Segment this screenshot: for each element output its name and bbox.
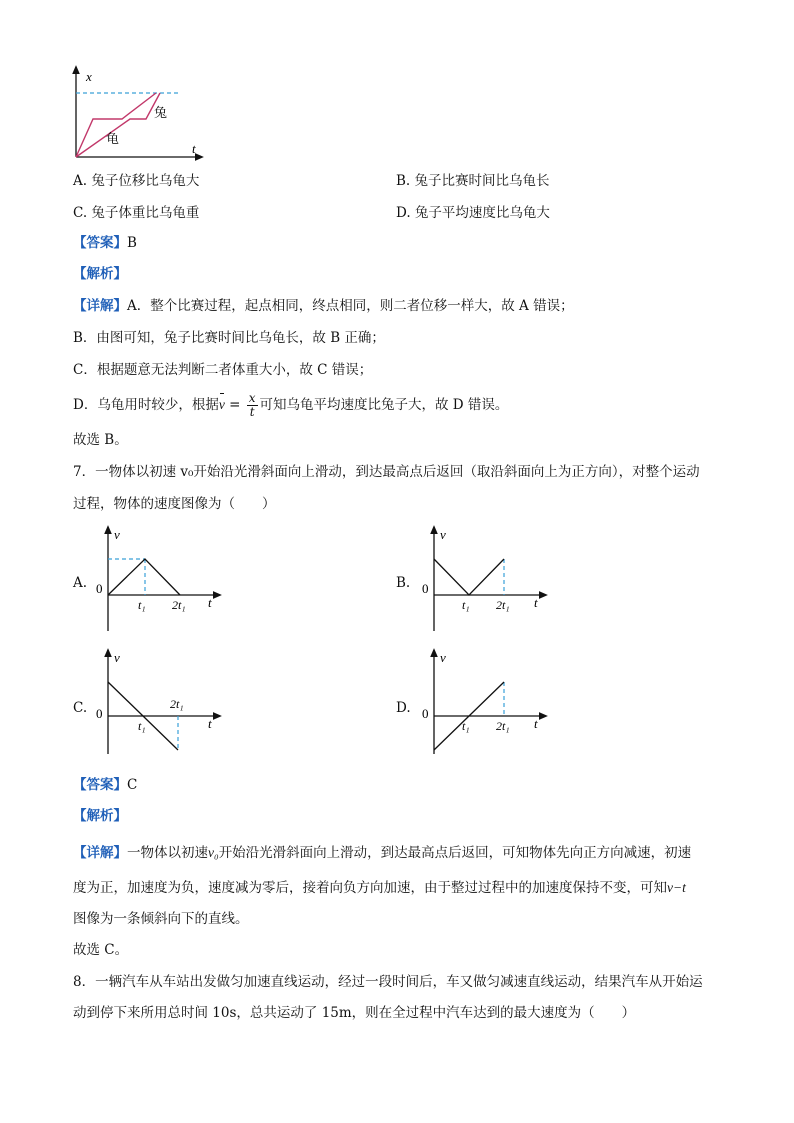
detail-tag: 【详解】 — [73, 298, 127, 314]
q7-conclusion: 故选 C。 — [73, 942, 129, 958]
svg-text:2t₁: 2t₁ — [170, 697, 184, 711]
q6-conclusion: 故选 B。 — [73, 432, 128, 448]
q7-answer: 【答案】C — [73, 777, 138, 793]
svg-text:t: t — [534, 716, 538, 731]
avg-velocity-symbol: v — [219, 395, 225, 415]
svg-text:t₁: t₁ — [462, 598, 470, 612]
q7-detail-line3: 图像为一条倾斜向下的直线。 — [73, 911, 249, 927]
q6-option-d[interactable]: D. 兔子平均速度比乌龟大 — [396, 205, 550, 221]
xt-t-label: t — [192, 141, 196, 156]
xt-x-label: x — [86, 69, 92, 84]
q6-detail-a: 【详解】A．整个比赛过程，起点相同，终点相同，则二者位移一样大，故 A 错误； — [73, 298, 574, 314]
svg-text:v: v — [440, 650, 446, 665]
turtle-curve — [76, 93, 160, 157]
q7-analysis-tag: 【解析】 — [73, 808, 127, 824]
svg-text:t₁: t₁ — [462, 719, 470, 733]
q7-option-b-label[interactable]: B. — [396, 575, 411, 591]
svg-text:2t₁: 2t₁ — [496, 598, 510, 612]
answer-value: B — [127, 235, 137, 251]
q7-stem-line2: 过程，物体的速度图像为（ ） — [73, 496, 276, 512]
svg-text:0: 0 — [96, 581, 103, 596]
answer-tag: 【答案】 — [73, 235, 127, 251]
x-over-t-fraction: $\frac{x}{t}$ — [248, 391, 256, 419]
svg-text:0: 0 — [422, 581, 429, 596]
svg-text:0: 0 — [96, 706, 103, 721]
q7-graph-b[interactable] — [416, 525, 546, 635]
q8-stem-line2: 动到停下来所用总时间 10s，总共运动了 15m，则在全过程中汽车达到的最大速度为（ ） — [73, 1005, 636, 1021]
rabbit-label: 兔 — [154, 105, 168, 120]
q6-analysis-tag: 【解析】 — [73, 266, 127, 282]
q7-option-c-label[interactable]: C. — [73, 700, 88, 716]
q6-detail-d: D．乌龟用时较少，根据v = $\frac{x}{t}$ 可知乌龟平均速度比兔子大，故 D 错误。 — [73, 391, 509, 419]
svg-text:t₁: t₁ — [138, 719, 146, 733]
rabbit-curve — [76, 93, 156, 157]
svg-text:v: v — [114, 650, 120, 665]
q6-option-a[interactable]: A. 兔子位移比乌龟大 — [73, 173, 200, 189]
q7-option-a-label[interactable]: A. — [73, 575, 88, 591]
q7-detail-line1: 【详解】一物体以初速v₀开始沿光滑斜面向上滑动，到达最高点后返回，可知物体先向正方向减速，初速 — [73, 845, 692, 861]
q7-graph-a[interactable] — [90, 525, 220, 635]
svg-text:t: t — [208, 595, 212, 610]
xt-graph — [60, 65, 200, 165]
q6-detail-c: C．根据题意无法判断二者体重大小，故 C 错误； — [73, 362, 373, 378]
svg-text:2t₁: 2t₁ — [496, 719, 510, 733]
q8-stem-line1: 8．一辆汽车从车站出发做匀加速直线运动，经过一段时间后，车又做匀减速直线运动，结果汽车从开始运 — [73, 974, 703, 990]
q7-graph-c[interactable] — [90, 648, 220, 758]
turtle-label: 龟 — [106, 131, 120, 146]
svg-text:v: v — [114, 527, 120, 542]
svg-text:t₁: t₁ — [138, 598, 146, 612]
svg-text:0: 0 — [422, 706, 429, 721]
q6-answer — [73, 233, 137, 253]
q7-detail-line2: 度为正，加速度为负，速度减为零后，接着向负方向加速，由于整过过程中的加速度保持不变，可知v−t — [73, 880, 686, 896]
svg-text:v: v — [440, 527, 446, 542]
q6-detail-b: B．由图可知，兔子比赛时间比乌龟长，故 B 正确； — [73, 330, 385, 346]
svg-text:t: t — [534, 595, 538, 610]
svg-text:t: t — [208, 716, 212, 731]
q6-option-c[interactable]: C. 兔子体重比乌龟重 — [73, 205, 200, 221]
q7-stem-line1: 7．一物体以初速 v₀开始沿光滑斜面向上滑动，到达最高点后返回（取沿斜面向上为正方向），对整个运动 — [73, 464, 700, 480]
q7-graph-d[interactable] — [416, 648, 546, 758]
q7-option-d-label[interactable]: D. — [396, 700, 411, 716]
svg-text:2t₁: 2t₁ — [172, 598, 186, 612]
q6-option-b[interactable]: B. 兔子比赛时间比乌龟长 — [396, 173, 550, 189]
